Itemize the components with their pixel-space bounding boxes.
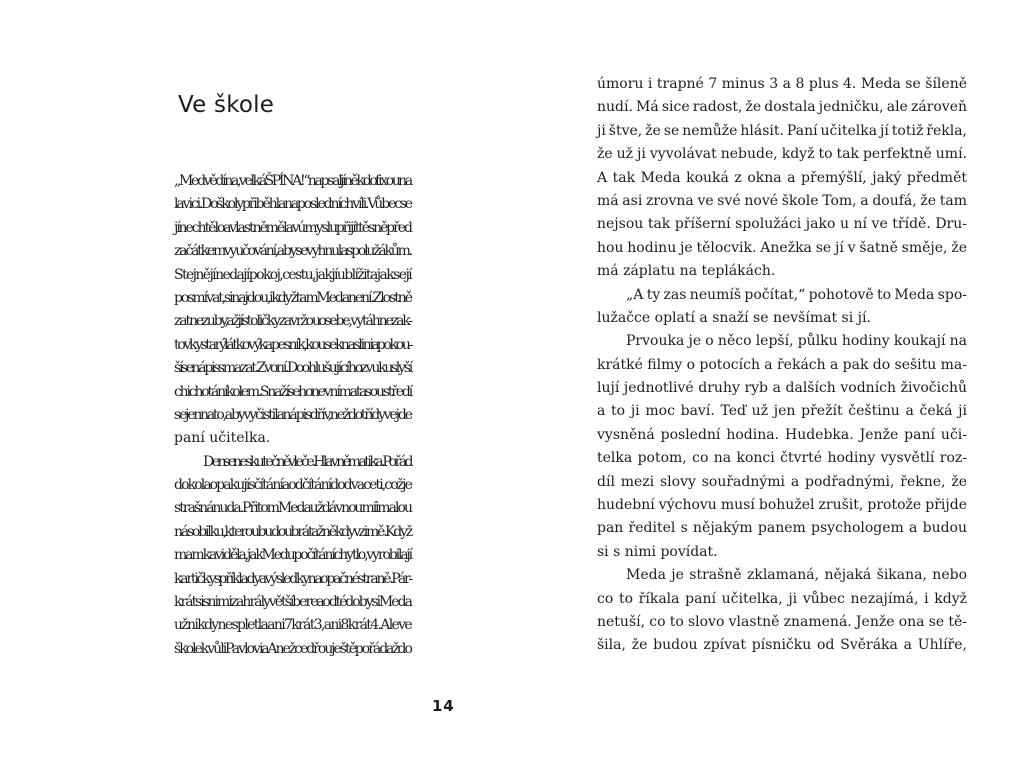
text-line: díl mezi slovy souřadnými a podřadnými, řekne, že [597,473,967,490]
text-line: pan ředitel s nějakým panem psychologem a budou [597,520,967,537]
text-line: a to ji moc baví. Teď už jen přežít češtinu a čeká ji [597,403,967,420]
text-line: netuší, co to slovo vlastně znamená. Jenže ona se tě- [597,613,967,630]
text-line: Stejně jí nedají pokoj, cestu, jak jí ublížit a jak se jí [174,266,411,283]
text-line: lavici. Do školy přiběhla na poslední chvíli. Vůbec se [174,196,411,213]
text-line: se jen na to, aby vyčistila nápis dřív, než do třídy vejde [174,406,411,423]
page-number: 14 [432,697,455,715]
left-page-text [174,170,411,661]
text-line: strašná nuda. Přitom Meda už dávno umí i malou [174,500,411,517]
right-page-text [597,73,967,658]
text-line: Prvouka je o něco lepší, půlku hodiny koukají na [626,333,967,350]
text-line: paní učitelka. [174,430,271,447]
text-line: lužačce oplatí a snaží se nevšímat si jí. [597,309,871,326]
text-line: mamka viděla, jak Medu počítání chytlo, vyrobila jí [174,547,411,564]
text-line: už nikdy nespletla ani 7 krát 3, ani 8 krát 4. Ale ve [174,617,411,634]
text-line: hou hodinu je tělocvik. Anežka se jí v šatně směje, že [597,239,967,256]
text-line: zatne zuby, až jí stoličky zavržou o sebe, vytáhne z ak- [174,313,411,330]
text-line: má asi zrovna ve své nové škole Tom, a doufá, že tam [597,192,967,209]
text-line: „Medvědína, velká ŠPÍNA!“ napsal jí někdo fixou na [174,173,411,189]
text-line: chichotání kolem. Snaží se ho nevnímat a soustředí [174,383,411,400]
text-line: kartičky s příklady a výsledky na opačné straně. Pár- [174,570,411,587]
text-line: posmívat, si najdou, i když tam Meda není. Zlostně [174,289,411,306]
text-line: hudební výchovu musí bohužel zrušit, protože přijde [597,497,967,514]
text-line: že už ji vyvolávat nebude, když to tak perfektně umí. [597,146,967,163]
text-line: úmoru i trapné 7 minus 3 a 8 plus 4. Meda se šíleně [597,76,967,92]
text-line: ší se nápis smazat. Zvoní. Do ohlušujícího zvuku slyší [174,360,411,377]
text-line: násobilku, kterou budou brát až někdy v zimě. Když [174,523,411,540]
text-line: Den se neskutečně vleče. Hlavně matika. Pořád [203,453,411,470]
chapter-title: Ve škole [178,92,275,118]
text-line: nudí. Má sice radost, že dostala jedničku, ale zároveň [597,99,967,116]
text-line: dokola opakují sčítání a odčítání do dvaceti, což je [174,477,411,494]
text-line: začátkem vyučování, aby se vyhnula spolužákům. [174,243,411,260]
text-line: má záplatu na teplákách. [597,263,776,280]
text-line: ji štve, že se nemůže hlásit. Paní učitelka jí totiž řekla, [597,122,967,139]
text-line: krát si s nimi zahrály větší bere a od té doby si Meda [174,594,411,611]
text-line: jí nechtělo a vlastně měla v úmyslu přijít těsně před [174,219,411,236]
text-line: co to říkala paní učitelka, ji vůbec nezajímá, i když [597,590,967,607]
text-line: tovky starý látkový kapesník, kousek naslini a pokou- [174,336,411,353]
text-line: telka potom, co na konci čtvrté hodiny vysvětlí roz- [597,450,967,467]
text-line: lují jednotlivé druhy ryb a dalších vodních živočichů [597,380,967,397]
text-line: krátké filmy o potocích a řekách a pak do sešitu ma- [597,356,967,373]
text-line: vysněná poslední hodina. Hudebka. Jenže paní uči- [597,426,967,443]
text-line: „A ty zas neumíš počítat,“ pohotově to Meda spo- [626,286,967,303]
text-line: A tak Meda kouká z okna a přemýšlí, jaký předmět [597,169,967,186]
text-line: šila, že budou zpívat písničku od Svěráka a Uhlíře, [597,637,967,654]
text-line: nejsou tak příšerní spolužáci jako u ní ve třídě. Dru- [597,216,967,233]
text-line: Meda je strašně zklamaná, nějaká šikana, nebo [626,567,967,584]
text-line: si s nimi povídat. [597,543,718,560]
text-line: škole kvůli Pavlovi a Anežce dřou ještě pořád až do [174,640,411,657]
